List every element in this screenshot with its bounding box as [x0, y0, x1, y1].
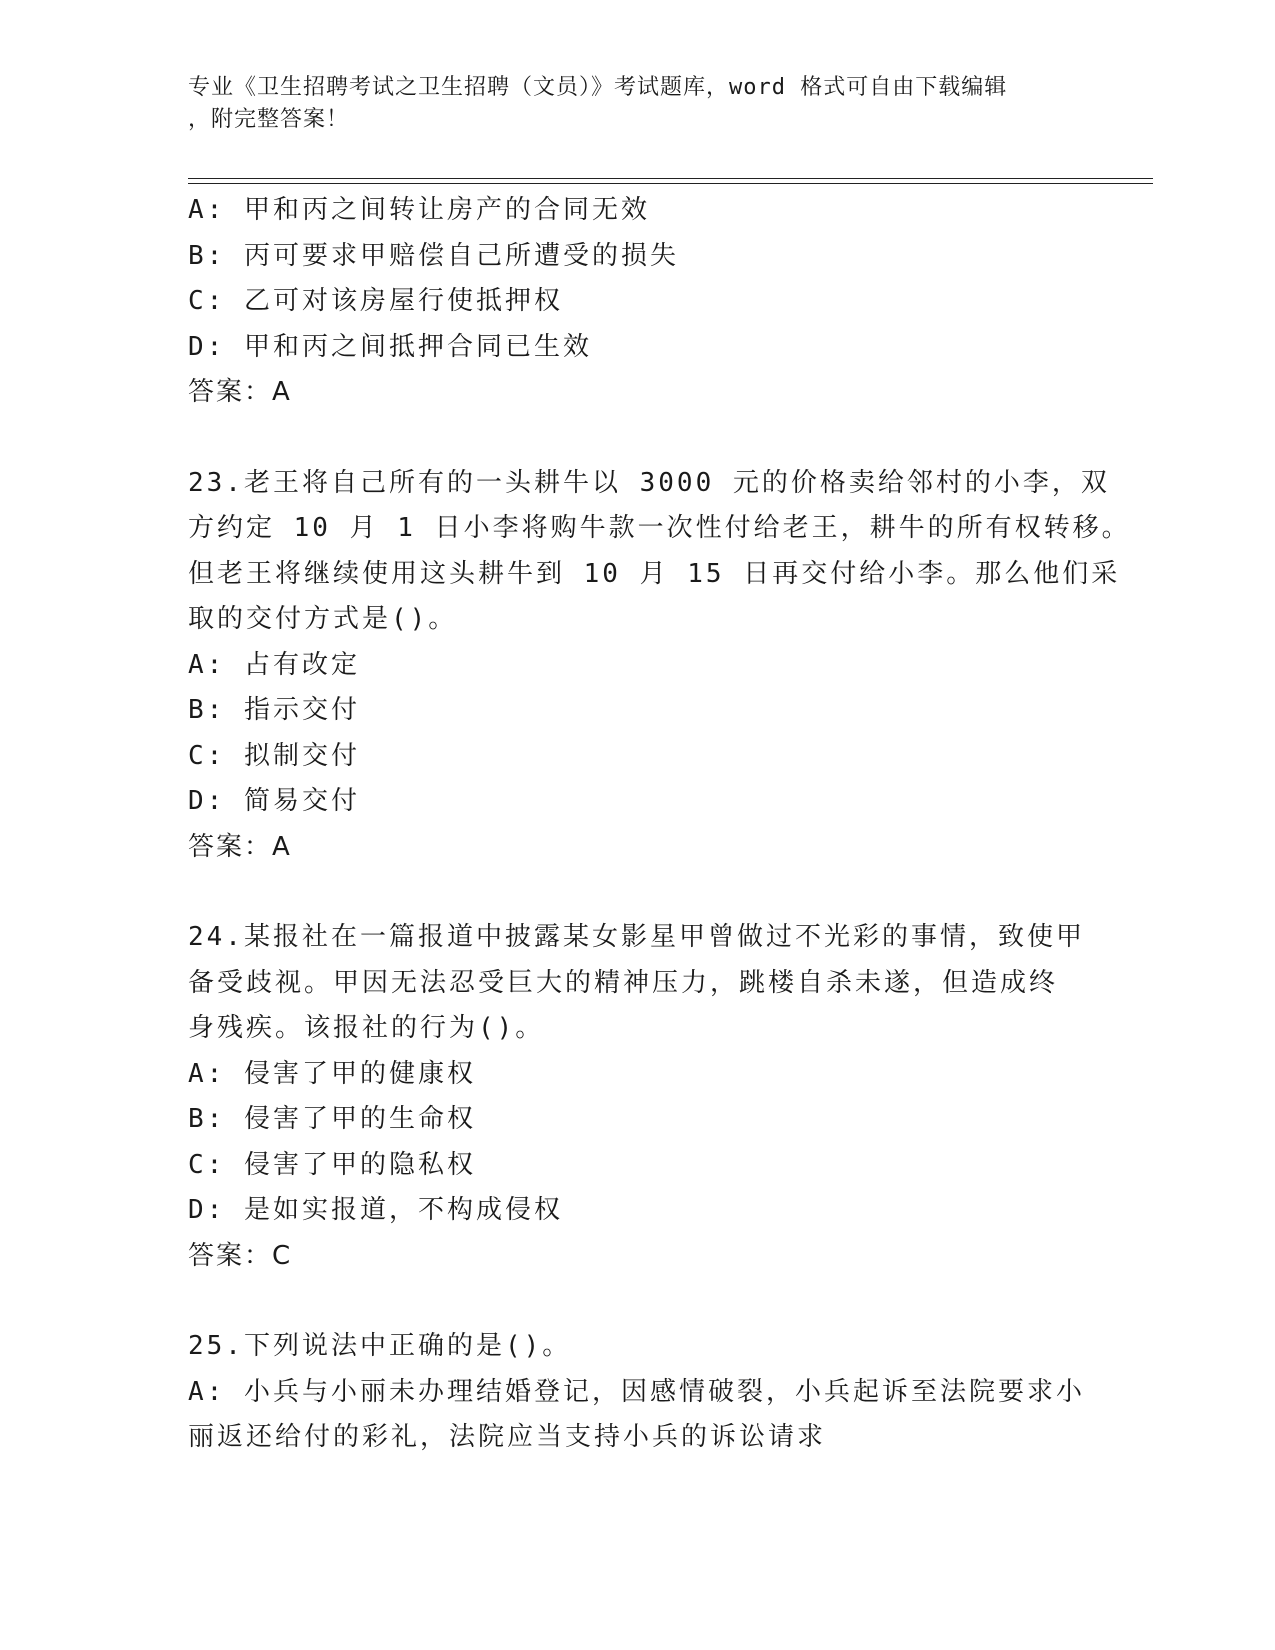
- question-23: [188, 461, 1131, 871]
- header-rule-top: [188, 178, 1153, 179]
- header-line-2: ，附完整答案！: [188, 107, 350, 132]
- option-a: A: 侵害了甲的健康权: [188, 1058, 476, 1089]
- question-25: [188, 1324, 1088, 1461]
- document-header: [188, 72, 1068, 136]
- option-b: B: 指示交付: [188, 695, 360, 725]
- question-text-line: 24.某报社在一篇报道中披露某女影星甲曾做过不光彩的事情，致使甲: [188, 922, 1085, 952]
- option-a: A: 占有改定: [188, 649, 360, 680]
- option-a: A: 小兵与小丽未办理结婚登记，因感情破裂，小兵起诉至法院要求小: [188, 1376, 1085, 1407]
- question-text-line: 备受歧视。甲因无法忍受巨大的精神压力，跳楼自杀未遂，但造成终: [188, 967, 1059, 998]
- option-a-continued: 丽返还给付的彩礼，法院应当支持小兵的诉讼请求: [188, 1422, 827, 1452]
- option-c: C: 拟制交付: [188, 740, 360, 771]
- option-c: C: 乙可对该房屋行使抵押权: [188, 286, 563, 316]
- spacer: [188, 1279, 1088, 1324]
- answer-line: 答案：A: [188, 831, 292, 862]
- question-24: [188, 915, 1088, 1279]
- question-text-line: 方约定 10 月 1 日小李将购牛款一次性付给老王，耕牛的所有权转移。: [188, 513, 1131, 543]
- option-d: D: 简易交付: [188, 786, 360, 816]
- question-text-line: 身残疾。该报社的行为()。: [188, 1013, 545, 1043]
- question-text-line: 25.下列说法中正确的是()。: [188, 1331, 572, 1361]
- spacer: [188, 870, 1088, 915]
- option-a: A: 甲和丙之间转让房产的合同无效: [188, 195, 650, 225]
- option-b: B: 丙可要求甲赔偿自己所遭受的损失: [188, 240, 679, 271]
- option-c: C: 侵害了甲的隐私权: [188, 1149, 476, 1180]
- header-rule-bottom: [188, 183, 1153, 184]
- question-text-line: 取的交付方式是()。: [188, 604, 458, 634]
- spacer: [188, 416, 1088, 461]
- question-text-line: 23.老王将自己所有的一头耕牛以 3000 元的价格卖给邻村的小李，双: [188, 467, 1110, 498]
- option-d: D: 是如实报道，不构成侵权: [188, 1195, 563, 1225]
- answer-line: 答案：A: [188, 377, 292, 407]
- option-d: D: 甲和丙之间抵押合同已生效: [188, 331, 592, 362]
- option-b: B: 侵害了甲的生命权: [188, 1104, 476, 1134]
- header-line-1: 专业《卫生招聘考试之卫生招聘（文员）》考试题库，word 格式可自由下载编辑: [188, 75, 1008, 100]
- question-text-line: 但老王将继续使用这头耕牛到 10 月 15 日再交付给小李。那么他们采: [188, 558, 1121, 589]
- question-22-options: [188, 188, 1088, 416]
- document-body: [188, 188, 1131, 1461]
- answer-line: 答案：C: [188, 1240, 293, 1271]
